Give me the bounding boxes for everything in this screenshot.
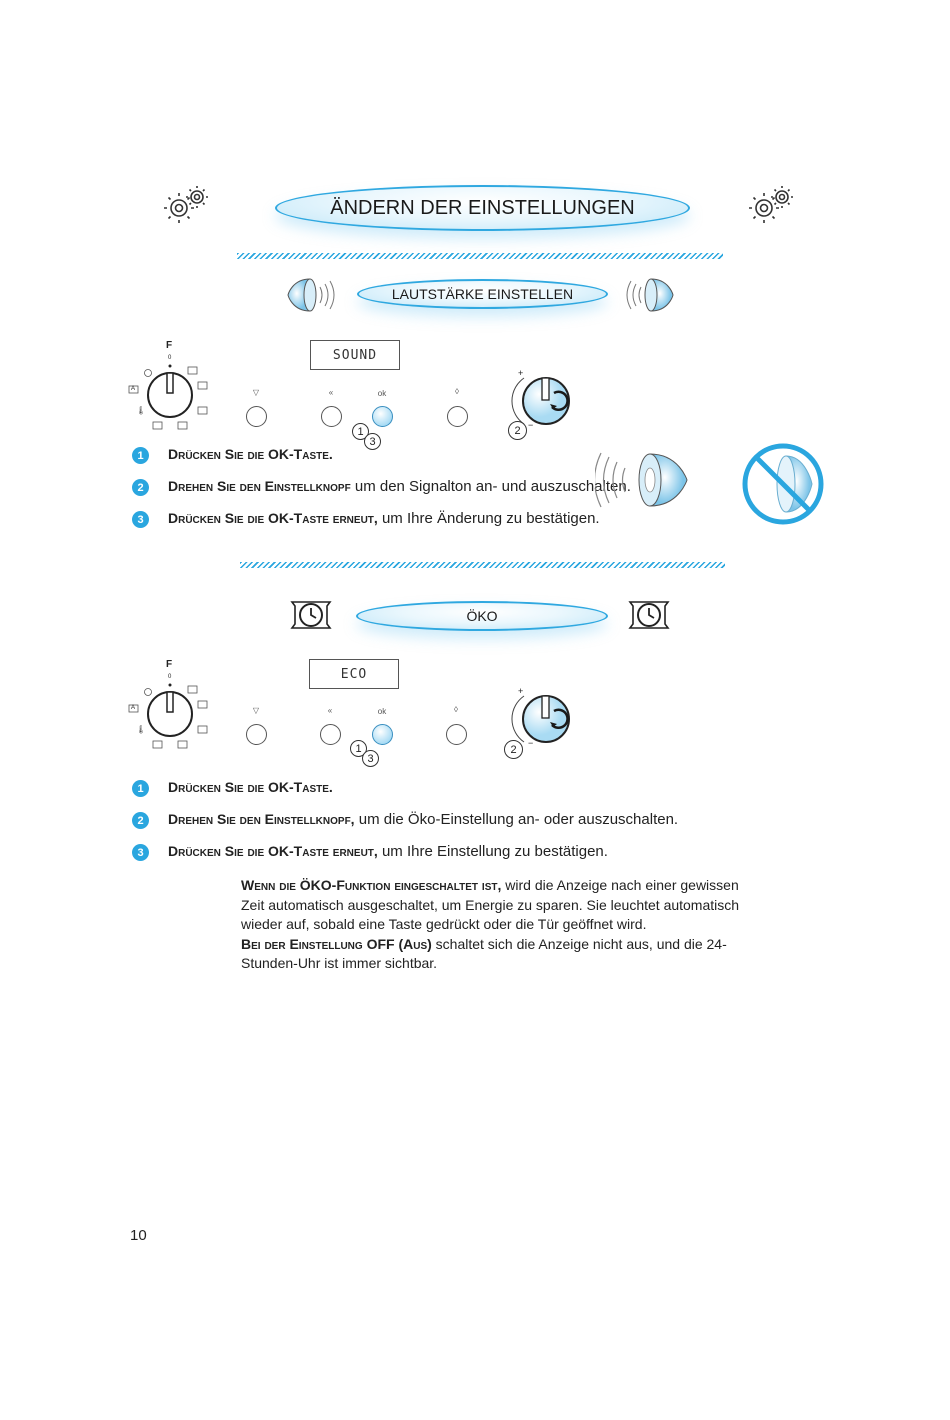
start-symbol: ◊ (454, 705, 458, 714)
eco-display (309, 659, 399, 689)
callout-2 (504, 740, 523, 759)
eco-note (241, 876, 741, 974)
note-rest: wird die Anzeige nach einer gewissen Zeit automatisch ausgeschaltet, um Energie zu sparen. Sie leuchtet automatisch wieder auf, sobald eine Taste gedrückt oder die Tür geöffnet wird. (241, 877, 740, 932)
eco-title: ÖKO (466, 608, 498, 624)
ok-symbol: ok (377, 707, 387, 716)
sound-step-1 (168, 446, 333, 463)
main-title: ÄNDERN DER EINSTELLUNGEN (330, 196, 635, 219)
eco-step-2 (168, 811, 678, 828)
ok-button[interactable] (372, 406, 393, 427)
eco-note-paragraph-1 (241, 876, 741, 935)
step-number (132, 447, 149, 464)
function-knob[interactable] (126, 659, 216, 755)
step-number-label: 1 (137, 782, 144, 795)
clock-icon-left (286, 598, 336, 632)
function-knob[interactable] (126, 340, 216, 436)
sound-display (310, 340, 400, 370)
callout-2 (508, 421, 527, 440)
knob-zero: 0 (168, 674, 172, 680)
start-symbol: ◊ (455, 387, 459, 396)
callout-1-label: 1 (357, 425, 364, 438)
gear-icon-right (745, 183, 797, 227)
sound-title: LAUTSTÄRKE EINSTELLEN (391, 286, 574, 302)
sound-step-3 (168, 510, 600, 527)
knob-mode-a: A (131, 386, 136, 392)
stop-button[interactable] (246, 724, 267, 745)
ok-symbol: ok (377, 389, 387, 398)
note-lead: Wenn die ÖKO-Funktion eingeschaltet ist, (241, 877, 502, 893)
knob-letter: F (166, 659, 173, 670)
step-lead: Drücken Sie die OK-Taste. (168, 779, 333, 795)
svg-text:🌡: 🌡 (136, 725, 147, 734)
eco-title-pill (356, 601, 608, 631)
svg-text:🌡: 🌡 (136, 406, 147, 415)
speaker-icon-right (619, 276, 675, 314)
gear-icon-left (160, 183, 212, 227)
clock-icon-right (624, 598, 674, 632)
callout-3-label: 3 (367, 752, 374, 765)
sound-on-icon (595, 450, 690, 510)
back-symbol: « (327, 706, 333, 715)
step-number-label: 2 (137, 481, 144, 494)
main-title-pill (275, 185, 690, 231)
note-lead: Bei der Einstellung OFF (Aus) (241, 935, 432, 952)
start-button[interactable] (447, 406, 468, 427)
start-button[interactable] (446, 724, 467, 745)
note-rest: schaltet sich die Anzeige nicht aus, und die 24-Stunden-Uhr ist immer sichtbar. (241, 935, 727, 971)
callout-3-label: 3 (369, 435, 376, 448)
step-rest: um die Öko-Einstellung an- oder auszuschalten. (354, 811, 679, 828)
sound-off-icon (740, 442, 826, 526)
callout-3 (364, 433, 381, 450)
speaker-icon-left (286, 276, 342, 314)
stop-symbol: ▽ (252, 388, 260, 397)
step-number (132, 844, 149, 861)
sound-title-pill (357, 279, 608, 309)
callout-2-label: 2 (514, 424, 521, 437)
back-button[interactable] (321, 406, 342, 427)
adjust-minus: − (528, 738, 534, 748)
eco-step-3 (168, 843, 608, 860)
adjust-plus: + (518, 686, 524, 696)
callout-1-label: 1 (355, 742, 362, 755)
eco-step-1 (168, 779, 333, 796)
knob-letter: F (166, 340, 173, 351)
step-rest: um Ihre Einstellung zu bestätigen. (377, 843, 608, 860)
step-rest: um den Signalton an- und auszuschalten. (350, 478, 631, 495)
page-number: 10 (130, 1227, 147, 1244)
step-number (132, 812, 149, 829)
step-rest: um Ihre Änderung zu bestätigen. (377, 510, 600, 527)
back-button[interactable] (320, 724, 341, 745)
step-number (132, 511, 149, 528)
knob-zero: 0 (168, 355, 172, 361)
step-lead: Drücken Sie die OK-Taste. (168, 446, 333, 462)
step-number (132, 479, 149, 496)
step-number-label: 3 (137, 513, 144, 526)
divider-stripe (237, 253, 723, 259)
ok-button[interactable] (372, 724, 393, 745)
callout-2-label: 2 (510, 743, 517, 756)
back-symbol: « (328, 388, 334, 397)
step-number-label: 3 (137, 846, 144, 859)
callout-3 (362, 750, 379, 767)
step-lead: Drehen Sie den Einstellknopf (168, 478, 351, 494)
knob-mode-a: A (131, 705, 136, 711)
step-number (132, 780, 149, 797)
adjust-minus: − (528, 420, 534, 430)
stop-symbol: ▽ (252, 706, 260, 715)
sound-step-2 (168, 478, 631, 495)
step-lead: Drücken Sie die OK-Taste erneut, (168, 510, 378, 526)
step-lead: Drücken Sie die OK-Taste erneut, (168, 843, 378, 859)
stop-button[interactable] (246, 406, 267, 427)
adjust-plus: + (518, 368, 524, 378)
step-number-label: 2 (137, 814, 144, 827)
eco-display-text: ECO (340, 666, 368, 682)
step-number-label: 1 (137, 449, 144, 462)
step-lead: Drehen Sie den Einstellknopf, (168, 811, 355, 827)
sound-display-text: SOUND (332, 347, 378, 363)
eco-note-paragraph-2 (241, 935, 741, 974)
divider-stripe (240, 562, 725, 568)
